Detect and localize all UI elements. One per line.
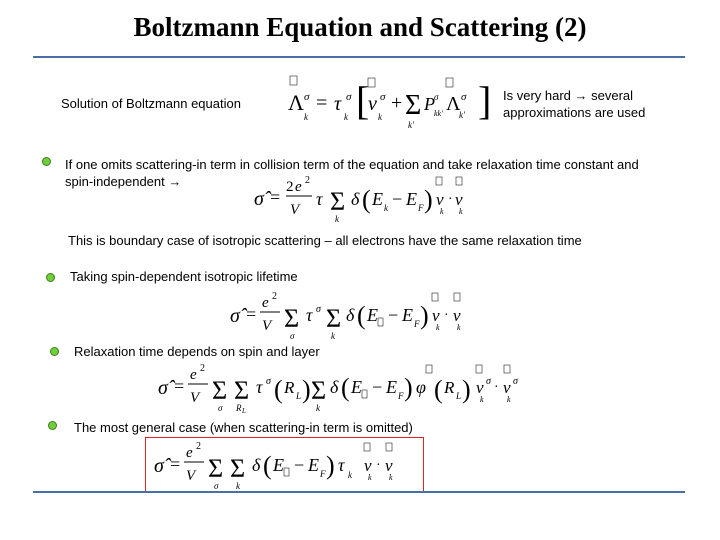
svg-text:σ̂: σ̂ xyxy=(230,305,240,327)
svg-text:V: V xyxy=(190,390,200,406)
svg-text:P: P xyxy=(424,94,435,114)
svg-text:=: = xyxy=(170,454,181,474)
svg-text:·: · xyxy=(448,192,453,207)
bullet-text-general-case: The most general case (when scattering-in term is omitted) xyxy=(74,420,413,435)
svg-text:Λ: Λ xyxy=(288,90,304,115)
conductivity-equation-constant-tau xyxy=(252,172,477,222)
svg-text:−: − xyxy=(392,189,403,209)
svg-text:k: k xyxy=(348,470,352,480)
solution-label: Solution of Boltzmann equation xyxy=(61,96,241,111)
svg-text:(: ( xyxy=(357,301,366,330)
svg-text:−: − xyxy=(388,305,399,325)
svg-text:E: E xyxy=(386,377,397,397)
svg-text:2: 2 xyxy=(196,441,201,452)
svg-text:v: v xyxy=(432,306,440,325)
svg-text:v: v xyxy=(455,190,463,209)
svg-text:δ: δ xyxy=(351,189,360,209)
svg-text:R: R xyxy=(444,378,455,397)
svg-text:L: L xyxy=(296,391,302,401)
svg-text:k: k xyxy=(236,481,240,491)
svg-text:σ: σ xyxy=(290,331,295,341)
svg-text:(: ( xyxy=(341,373,350,402)
svg-text:·: · xyxy=(376,458,381,473)
svg-text:k: k xyxy=(344,112,348,122)
svg-text:E: E xyxy=(351,377,362,397)
svg-text:k: k xyxy=(335,214,339,224)
boundary-case-note: This is boundary case of isotropic scattering – all electrons have the same relaxation time xyxy=(68,233,582,248)
svg-text:σ: σ xyxy=(304,91,310,103)
svg-text:k: k xyxy=(316,403,320,413)
svg-text:k: k xyxy=(378,112,382,122)
bullet-text-spin-layer: Relaxation time depends on spin and layer xyxy=(74,344,320,359)
svg-text:E: E xyxy=(372,189,383,209)
svg-text:v: v xyxy=(364,456,372,475)
svg-text:): ) xyxy=(424,185,433,214)
bottom-divider xyxy=(33,491,685,493)
svg-text:σ: σ xyxy=(346,91,352,103)
svg-text:=: = xyxy=(246,304,257,324)
svg-text:=: = xyxy=(316,92,328,114)
svg-text:k: k xyxy=(389,473,393,482)
svg-text:F: F xyxy=(398,391,404,401)
svg-text:Σ: Σ xyxy=(208,454,224,483)
svg-text:L: L xyxy=(456,391,462,401)
svg-text:R: R xyxy=(236,403,242,413)
svg-text:σ: σ xyxy=(316,304,321,315)
svg-text:): ) xyxy=(302,375,311,404)
svg-text:+: + xyxy=(391,92,403,114)
svg-text:k: k xyxy=(507,395,511,404)
svg-text:]: ] xyxy=(478,78,492,123)
bullet-marker xyxy=(42,157,51,166)
svg-text:(: ( xyxy=(263,451,272,480)
svg-text:F: F xyxy=(418,203,424,213)
svg-text:σ: σ xyxy=(214,481,219,491)
svg-text:τ: τ xyxy=(334,93,342,115)
svg-text:σ̂: σ̂ xyxy=(158,377,168,399)
svg-text:·: · xyxy=(444,308,449,323)
svg-text:v: v xyxy=(453,306,461,325)
svg-text:Σ: Σ xyxy=(234,376,250,405)
svg-text:v: v xyxy=(368,93,377,115)
svg-text:σ: σ xyxy=(218,403,223,413)
svg-text:τ: τ xyxy=(306,305,313,325)
bullet-marker xyxy=(48,421,57,430)
svg-text:v: v xyxy=(436,190,444,209)
svg-text:·: · xyxy=(494,380,499,395)
svg-text:Σ: Σ xyxy=(330,187,346,216)
svg-text:E: E xyxy=(402,305,413,325)
svg-text:F: F xyxy=(414,319,420,329)
bullet-text-spin-dependent: Taking spin-dependent isotropic lifetime xyxy=(70,269,298,284)
svg-text:Σ: Σ xyxy=(326,304,342,333)
svg-text:Σ: Σ xyxy=(311,376,327,405)
svg-text:k: k xyxy=(384,203,388,213)
svg-text:σ: σ xyxy=(380,91,386,103)
svg-text:(: ( xyxy=(362,185,371,214)
svg-text:v: v xyxy=(503,378,511,397)
svg-text:2: 2 xyxy=(200,363,205,374)
svg-text:τ: τ xyxy=(256,377,263,397)
svg-text:k: k xyxy=(457,323,461,332)
svg-text:): ) xyxy=(404,373,413,402)
svg-text:e: e xyxy=(186,445,193,461)
svg-text:2: 2 xyxy=(305,175,310,186)
svg-text:E: E xyxy=(406,189,417,209)
svg-text:(: ( xyxy=(274,375,283,404)
svg-text:E: E xyxy=(367,305,378,325)
svg-text:(: ( xyxy=(434,375,443,404)
svg-text:φ: φ xyxy=(416,377,426,397)
svg-text:[: [ xyxy=(356,78,370,123)
svg-text:Σ: Σ xyxy=(405,90,422,121)
svg-text:k: k xyxy=(304,112,308,122)
svg-text:v: v xyxy=(476,378,484,397)
svg-text:k: k xyxy=(436,323,440,332)
svg-text:σ: σ xyxy=(513,376,518,387)
svg-text:e: e xyxy=(190,367,197,383)
svg-text:V: V xyxy=(290,202,300,218)
slide-title: Boltzmann Equation and Scattering (2) xyxy=(133,12,587,42)
svg-text:F: F xyxy=(320,469,326,479)
svg-text:V: V xyxy=(262,318,272,334)
conductivity-equation-general xyxy=(152,438,420,490)
bullet-marker xyxy=(46,273,55,282)
svg-text:σ: σ xyxy=(266,376,271,387)
svg-text:σ̂: σ̂ xyxy=(154,455,164,477)
svg-text:−: − xyxy=(294,455,305,475)
svg-text:): ) xyxy=(326,451,335,480)
svg-text:Λ: Λ xyxy=(446,93,461,115)
svg-text:k: k xyxy=(368,473,372,482)
svg-text:τ: τ xyxy=(338,455,345,475)
approximation-note: Is very hard → several approximations are used xyxy=(503,88,646,120)
svg-text:k: k xyxy=(440,207,444,216)
boltzmann-solution-equation xyxy=(284,72,499,130)
svg-text:σ̂: σ̂ xyxy=(254,188,264,210)
bullet-text-constant-relaxation: If one omits scattering-in term in collision term of the equation and take relaxation time constant and spin-independent → xyxy=(65,157,639,189)
svg-text:2: 2 xyxy=(286,179,294,195)
conductivity-equation-spin-tau xyxy=(228,288,478,340)
svg-text:): ) xyxy=(420,301,429,330)
svg-text:Σ: Σ xyxy=(284,304,300,333)
svg-text:L: L xyxy=(242,407,246,415)
svg-text:k': k' xyxy=(459,110,465,120)
svg-text:k: k xyxy=(331,331,335,341)
svg-text:E: E xyxy=(273,455,284,475)
svg-text:V: V xyxy=(186,468,196,484)
svg-text:R: R xyxy=(284,378,295,397)
svg-text:v: v xyxy=(385,456,393,475)
svg-text:δ: δ xyxy=(330,377,339,397)
svg-text:Σ: Σ xyxy=(212,376,228,405)
svg-text:δ: δ xyxy=(346,305,355,325)
svg-text:=: = xyxy=(174,376,185,396)
bullet-marker xyxy=(50,347,59,356)
svg-text:δ: δ xyxy=(252,455,261,475)
svg-text:k: k xyxy=(459,207,463,216)
svg-text:e: e xyxy=(262,295,269,311)
svg-text:E: E xyxy=(308,455,319,475)
svg-text:kk': kk' xyxy=(434,109,443,118)
svg-text:σ: σ xyxy=(461,91,467,103)
svg-text:−: − xyxy=(372,377,383,397)
svg-text:τ: τ xyxy=(316,189,323,209)
top-divider xyxy=(33,56,685,58)
svg-text:=: = xyxy=(270,187,281,207)
svg-text:σ: σ xyxy=(486,376,491,387)
svg-text:): ) xyxy=(462,375,471,404)
svg-text:e: e xyxy=(295,179,302,195)
svg-text:Σ: Σ xyxy=(230,454,246,483)
svg-text:σ: σ xyxy=(434,92,439,102)
svg-text:k': k' xyxy=(408,120,414,130)
svg-text:2: 2 xyxy=(272,291,277,302)
conductivity-equation-spin-layer xyxy=(156,360,536,414)
svg-text:k: k xyxy=(480,395,484,404)
